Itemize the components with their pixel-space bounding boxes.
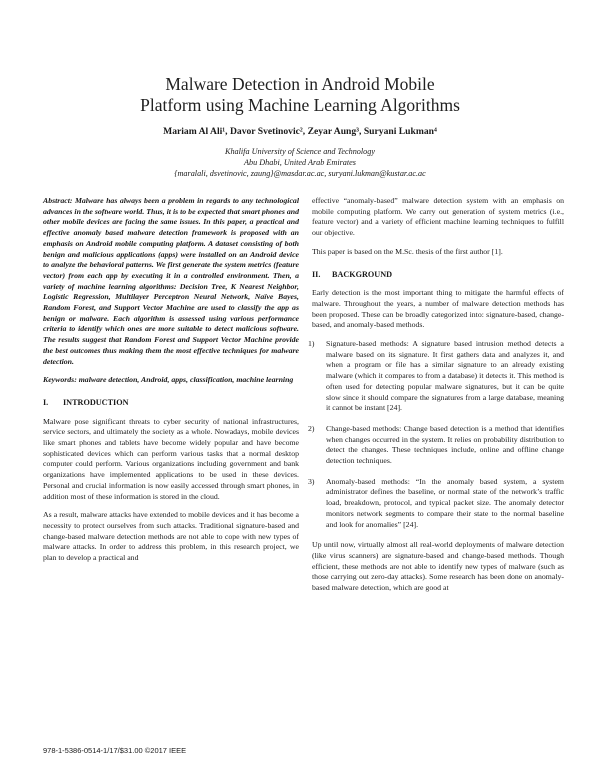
thesis-note: This paper is based on the M.Sc. thesis of the first author [1]. [312,246,503,256]
list-marker: 3) [308,476,315,486]
title-line-1: Malware Detection in Android Mobile [165,74,435,94]
intro-paragraph-3: effective “anomaly-based” malware detection system with an emphasis on mobile computing platform. We carry out generation of system metrics (i.e., feature vector) and a variety of efficient machine learning techniques to fulfill our objective. [312,196,564,238]
right-column [308,196,564,602]
background-paragraph-2: Up until now, virtually almost all real-world deployments of malware detection (like virus scanners) are signature-based and change-based methods. Though efficient, these methods are not able to identify new types of malware (such as those carrying out zero-day attacks). Some research has been done on anomaly-based malware detection, which are good at [312,540,564,593]
intro-paragraph-1: Malware pose significant threats to cyber security of national infrastructures, service sectors, and ultimately the society as a whole. Nowadays, mobile devices like smart phones and tablets have become widely popular and have become sophisticated devices which can perform various tasks that a normal desktop computer could perform. Various organizations including government and bank organizations have implemented applications to be used in these devices. Personal and crucial information is now easily accessed through smart phones, in addition most of these information is stored in the cloud. [43,416,299,501]
abstract: Abstract: Malware has always been a problem in regards to any technological advances in the software world. Thus, it is to be expected that smart phones and other mobile devices are facing the same issues. In this paper, a practical and effective anomaly based malware detection framework is proposed with an emphasis on Android mobile computing platform. A dataset consisting of both benign and malicious applications (apps) were installed on an Android device to analyze the behavioral patterns. We first generate the system metrics (feature vector) from each app by executing it in a controlled environment. Then, a variety of machine learning algorithms: Decision Tree, K Nearest Neighbor, Logistic Regression, Multilayer Perceptron Neural Network, Naïve Bayes, Random Forest, and Support Vector Machine are used to classify the app as benign or malware. Each algorithm is assessed using various performance criteria to identify which ones are more suitable to detect malicious software. The results suggest that Random Forest and Support Vector Machine provide the best outcomes thus making them the most effective techniques for malware detection. [43,196,299,366]
list-item-text: Signature-based methods: A signature based intrusion method detects a malware based on its signature. It first gathers data and analyzes it, and when a program or file has a similar signature to an already existing malware (which it compares to from a database) it detects it. This method is often used for detecting popular malware signatures, but it can be quite slow since it should compare the signatures from a large database, meaning it cannot be instant [24]. [326,339,564,413]
affiliation [60,146,540,179]
intro-paragraph-2: As a result, malware attacks have extended to mobile devices and it has become a necessity to protect ourselves from such attacks. Traditional signature-based and change-based malware detection methods are not able to cope with new types of malware attacks. In order to address this problem, in this research project, we plan to develop a practical and [43,510,299,563]
list-item [308,423,564,467]
title-line-2: Platform using Machine Learning Algorithms [140,95,460,115]
list-item-text: Anomaly-based methods: “In the anomaly based system, a system administrator defines the baseline, or normal state of the network’s traffic load, breakdown, protocol, and typical packet size. The anomaly detector monitors network segments to compare their state to the normal baseline and look for anomalies” [24]. [326,476,564,529]
methods-list [308,339,564,530]
section-number: II. [312,269,321,279]
left-column [43,196,299,572]
list-item-text: Change-based methods: Change based detection is a method that identifies when changes occurred in the system. It relies on probability distribution to detect the changes. These techniques include, online and offline change detection techniques. [326,423,564,466]
author-list: Mariam Al Ali¹, Davor Svetinovic², Zeyar Aung³, Suryani Lukman⁴ [163,126,437,137]
section-heading-introduction [43,398,299,409]
list-marker: 2) [308,423,315,433]
keywords: Keywords: malware detection, Android, apps, classification, machine learning [43,375,294,385]
background-paragraph-1: Early detection is the most important thing to mitigate the harmful effects of malware. Throughout the years, a number of malware detection methods has been proposed. These can be broadly categorized into: signature-based, change-based, and anomaly-based methods. [312,288,564,330]
section-title: INTRODUCTION [63,397,129,407]
copyright-footer: 978-1-5386-0514-1/17/$31.00 ©2017 IEEE [43,746,187,755]
affiliation-location: Abu Dhabi, United Arab Emirates [244,158,356,167]
affiliation-institution: Khalifa University of Science and Technology [224,147,375,156]
section-heading-background [312,270,564,281]
section-title: BACKGROUND [332,269,393,279]
list-marker: 1) [308,339,315,349]
paper-title [60,74,540,116]
affiliation-emails: {maralali, dsvetinovic, zaung}@masdar.ac.ac, suryani.lukman@kustar.ac.ac [174,169,426,178]
section-number: I. [43,397,49,407]
list-item [308,476,564,531]
list-item [308,339,564,414]
